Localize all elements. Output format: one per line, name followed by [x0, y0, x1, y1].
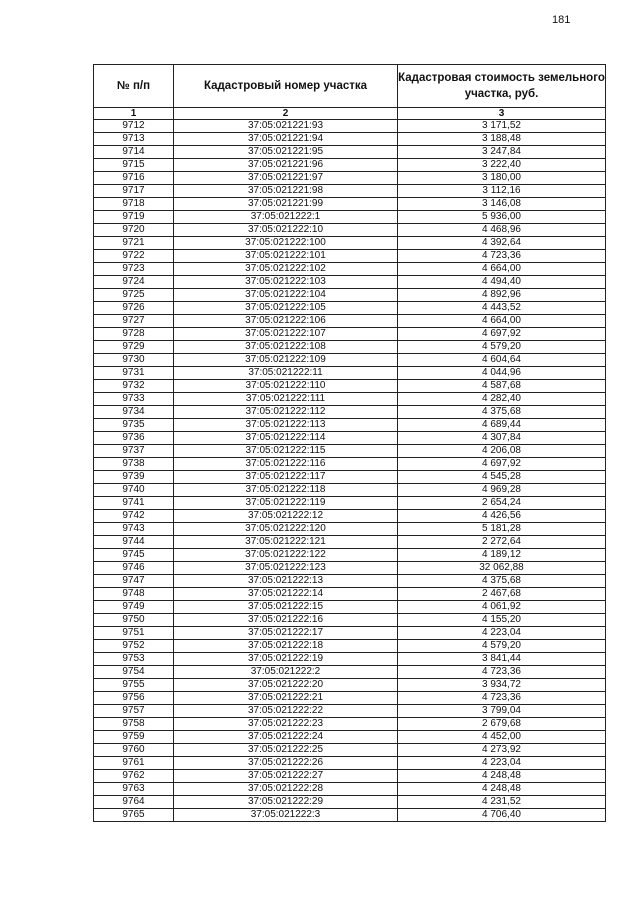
cadastral-number-cell: 37:05:021222:28 — [174, 783, 398, 796]
cadastral-value-cell: 3 171,52 — [398, 120, 606, 133]
table-row — [94, 484, 606, 497]
column-index-2: 2 — [174, 108, 398, 120]
cadastral-number-cell: 37:05:021222:15 — [174, 601, 398, 614]
cadastral-value-cell: 4 044,96 — [398, 367, 606, 380]
cadastral-number-cell: 37:05:021222:22 — [174, 705, 398, 718]
table-row — [94, 640, 606, 653]
cadastral-value-cell: 4 248,48 — [398, 783, 606, 796]
table-row — [94, 432, 606, 445]
table-row — [94, 380, 606, 393]
table-row — [94, 575, 606, 588]
cadastral-value-cell: 4 579,20 — [398, 640, 606, 653]
cadastral-value-cell: 4 061,92 — [398, 601, 606, 614]
cadastral-value-cell: 4 248,48 — [398, 770, 606, 783]
cadastral-value-cell: 4 969,28 — [398, 484, 606, 497]
cadastral-value-cell: 4 723,36 — [398, 692, 606, 705]
column-index-row — [94, 108, 606, 120]
table-row — [94, 549, 606, 562]
cadastral-value-cell: 4 706,40 — [398, 809, 606, 822]
cadastral-value-cell: 4 223,04 — [398, 757, 606, 770]
cadastral-value-cell: 4 189,12 — [398, 549, 606, 562]
cadastral-value-cell: 4 723,36 — [398, 666, 606, 679]
table-row — [94, 185, 606, 198]
cadastral-value-cell: 3 112,16 — [398, 185, 606, 198]
cadastral-value-cell: 4 273,92 — [398, 744, 606, 757]
header-cadastral-value: Кадастровая стоимость земельного участка, руб. — [398, 65, 606, 108]
table-row — [94, 289, 606, 302]
row-number-cell: 9723 — [94, 263, 174, 276]
cadastral-number-cell: 37:05:021221:99 — [174, 198, 398, 211]
cadastral-number-cell: 37:05:021222:118 — [174, 484, 398, 497]
row-number-cell: 9717 — [94, 185, 174, 198]
cadastral-number-cell: 37:05:021222:27 — [174, 770, 398, 783]
table-row — [94, 211, 606, 224]
row-number-cell: 9737 — [94, 445, 174, 458]
row-number-cell: 9715 — [94, 159, 174, 172]
cadastral-number-cell: 37:05:021222:109 — [174, 354, 398, 367]
table-row — [94, 406, 606, 419]
cadastral-value-cell: 4 231,52 — [398, 796, 606, 809]
cadastral-value-cell: 4 697,92 — [398, 458, 606, 471]
cadastral-number-cell: 37:05:021222:116 — [174, 458, 398, 471]
table-row — [94, 809, 606, 822]
table-row — [94, 471, 606, 484]
cadastral-value-cell: 4 697,92 — [398, 328, 606, 341]
cadastral-value-cell: 3 799,04 — [398, 705, 606, 718]
table-row — [94, 367, 606, 380]
row-number-cell: 9728 — [94, 328, 174, 341]
table-row — [94, 458, 606, 471]
row-number-cell: 9729 — [94, 341, 174, 354]
row-number-cell: 9764 — [94, 796, 174, 809]
table-row — [94, 263, 606, 276]
cadastral-value-cell: 3 841,44 — [398, 653, 606, 666]
cadastral-number-cell: 37:05:021221:97 — [174, 172, 398, 185]
cadastral-number-cell: 37:05:021221:96 — [174, 159, 398, 172]
table-row — [94, 354, 606, 367]
table-row — [94, 744, 606, 757]
cadastral-number-cell: 37:05:021222:1 — [174, 211, 398, 224]
row-number-cell: 9746 — [94, 562, 174, 575]
cadastral-value-cell: 3 188,48 — [398, 133, 606, 146]
cadastral-value-cell: 4 452,00 — [398, 731, 606, 744]
cadastral-number-cell: 37:05:021222:115 — [174, 445, 398, 458]
table-row — [94, 445, 606, 458]
table-row — [94, 601, 606, 614]
row-number-cell: 9750 — [94, 614, 174, 627]
row-number-cell: 9756 — [94, 692, 174, 705]
cadastral-number-cell: 37:05:021222:17 — [174, 627, 398, 640]
row-number-cell: 9719 — [94, 211, 174, 224]
row-number-cell: 9716 — [94, 172, 174, 185]
cadastral-number-cell: 37:05:021222:112 — [174, 406, 398, 419]
row-number-cell: 9713 — [94, 133, 174, 146]
table-header-row — [94, 65, 606, 108]
row-number-cell: 9724 — [94, 276, 174, 289]
cadastral-value-cell: 2 272,64 — [398, 536, 606, 549]
row-number-cell: 9740 — [94, 484, 174, 497]
cadastral-value-cell: 3 222,40 — [398, 159, 606, 172]
cadastral-number-cell: 37:05:021222:18 — [174, 640, 398, 653]
table-row — [94, 614, 606, 627]
cadastral-number-cell: 37:05:021222:105 — [174, 302, 398, 315]
row-number-cell: 9755 — [94, 679, 174, 692]
cadastral-value-cell: 4 664,00 — [398, 315, 606, 328]
cadastral-number-cell: 37:05:021222:110 — [174, 380, 398, 393]
cadastral-value-cell: 4 375,68 — [398, 406, 606, 419]
cadastral-number-cell: 37:05:021222:20 — [174, 679, 398, 692]
row-number-cell: 9726 — [94, 302, 174, 315]
header-cadastral-number: Кадастровый номер участка — [174, 65, 398, 108]
row-number-cell: 9760 — [94, 744, 174, 757]
cadastral-value-table — [93, 64, 606, 822]
cadastral-value-cell: 4 223,04 — [398, 627, 606, 640]
row-number-cell: 9749 — [94, 601, 174, 614]
row-number-cell: 9752 — [94, 640, 174, 653]
row-number-cell: 9727 — [94, 315, 174, 328]
cadastral-value-cell: 2 679,68 — [398, 718, 606, 731]
row-number-cell: 9743 — [94, 523, 174, 536]
cadastral-number-cell: 37:05:021222:21 — [174, 692, 398, 705]
table-row — [94, 250, 606, 263]
column-index-1: 1 — [94, 108, 174, 120]
row-number-cell: 9735 — [94, 419, 174, 432]
table-row — [94, 146, 606, 159]
row-number-cell: 9712 — [94, 120, 174, 133]
row-number-cell: 9759 — [94, 731, 174, 744]
table-row — [94, 653, 606, 666]
cadastral-number-cell: 37:05:021222:12 — [174, 510, 398, 523]
cadastral-value-cell: 4 282,40 — [398, 393, 606, 406]
cadastral-number-cell: 37:05:021222:106 — [174, 315, 398, 328]
table-row — [94, 172, 606, 185]
cadastral-number-cell: 37:05:021221:93 — [174, 120, 398, 133]
cadastral-value-cell: 2 654,24 — [398, 497, 606, 510]
table-row — [94, 237, 606, 250]
cadastral-value-cell: 4 392,64 — [398, 237, 606, 250]
cadastral-value-cell: 4 579,20 — [398, 341, 606, 354]
row-number-cell: 9730 — [94, 354, 174, 367]
row-number-cell: 9744 — [94, 536, 174, 549]
cadastral-number-cell: 37:05:021222:107 — [174, 328, 398, 341]
table-row — [94, 419, 606, 432]
table-row — [94, 679, 606, 692]
row-number-cell: 9745 — [94, 549, 174, 562]
cadastral-number-cell: 37:05:021222:14 — [174, 588, 398, 601]
cadastral-number-cell: 37:05:021221:94 — [174, 133, 398, 146]
cadastral-number-cell: 37:05:021222:108 — [174, 341, 398, 354]
table-row — [94, 276, 606, 289]
table-row — [94, 497, 606, 510]
cadastral-value-cell: 3 146,08 — [398, 198, 606, 211]
cadastral-value-cell: 4 426,56 — [398, 510, 606, 523]
table-row — [94, 302, 606, 315]
row-number-cell: 9765 — [94, 809, 174, 822]
table-row — [94, 328, 606, 341]
table-row — [94, 783, 606, 796]
cadastral-value-cell: 4 155,20 — [398, 614, 606, 627]
row-number-cell: 9762 — [94, 770, 174, 783]
cadastral-number-cell: 37:05:021222:10 — [174, 224, 398, 237]
cadastral-number-cell: 37:05:021222:23 — [174, 718, 398, 731]
header-row-number: № п/п — [94, 65, 174, 108]
table-row — [94, 757, 606, 770]
cadastral-number-cell: 37:05:021222:103 — [174, 276, 398, 289]
row-number-cell: 9731 — [94, 367, 174, 380]
table-row — [94, 510, 606, 523]
cadastral-number-cell: 37:05:021222:122 — [174, 549, 398, 562]
cadastral-value-cell: 4 307,84 — [398, 432, 606, 445]
row-number-cell: 9751 — [94, 627, 174, 640]
cadastral-value-cell: 4 664,00 — [398, 263, 606, 276]
row-number-cell: 9733 — [94, 393, 174, 406]
row-number-cell: 9753 — [94, 653, 174, 666]
row-number-cell: 9747 — [94, 575, 174, 588]
row-number-cell: 9720 — [94, 224, 174, 237]
cadastral-number-cell: 37:05:021222:3 — [174, 809, 398, 822]
cadastral-number-cell: 37:05:021222:25 — [174, 744, 398, 757]
cadastral-value-cell: 4 206,08 — [398, 445, 606, 458]
cadastral-value-cell: 4 587,68 — [398, 380, 606, 393]
row-number-cell: 9748 — [94, 588, 174, 601]
cadastral-value-cell: 5 181,28 — [398, 523, 606, 536]
cadastral-number-cell: 37:05:021222:119 — [174, 497, 398, 510]
column-index-3: 3 — [398, 108, 606, 120]
table-row — [94, 770, 606, 783]
table-row — [94, 692, 606, 705]
cadastral-number-cell: 37:05:021222:121 — [174, 536, 398, 549]
table-row — [94, 120, 606, 133]
row-number-cell: 9721 — [94, 237, 174, 250]
table-row — [94, 588, 606, 601]
cadastral-number-cell: 37:05:021222:120 — [174, 523, 398, 536]
cadastral-value-cell: 4 689,44 — [398, 419, 606, 432]
table-row — [94, 562, 606, 575]
table-row — [94, 315, 606, 328]
cadastral-value-cell: 3 934,72 — [398, 679, 606, 692]
cadastral-number-cell: 37:05:021222:100 — [174, 237, 398, 250]
row-number-cell: 9732 — [94, 380, 174, 393]
table-row — [94, 198, 606, 211]
cadastral-number-cell: 37:05:021222:16 — [174, 614, 398, 627]
cadastral-value-cell: 4 723,36 — [398, 250, 606, 263]
table-row — [94, 705, 606, 718]
cadastral-value-cell: 4 494,40 — [398, 276, 606, 289]
table-row — [94, 523, 606, 536]
table-row — [94, 159, 606, 172]
cadastral-value-cell: 4 375,68 — [398, 575, 606, 588]
table-row — [94, 666, 606, 679]
table-row — [94, 731, 606, 744]
cadastral-number-cell: 37:05:021222:24 — [174, 731, 398, 744]
cadastral-number-cell: 37:05:021222:111 — [174, 393, 398, 406]
cadastral-number-cell: 37:05:021222:102 — [174, 263, 398, 276]
cadastral-value-cell: 2 467,68 — [398, 588, 606, 601]
cadastral-value-cell: 4 892,96 — [398, 289, 606, 302]
row-number-cell: 9738 — [94, 458, 174, 471]
table-row — [94, 133, 606, 146]
cadastral-number-cell: 37:05:021222:11 — [174, 367, 398, 380]
row-number-cell: 9718 — [94, 198, 174, 211]
cadastral-value-cell: 4 604,64 — [398, 354, 606, 367]
cadastral-value-cell: 3 247,84 — [398, 146, 606, 159]
row-number-cell: 9741 — [94, 497, 174, 510]
cadastral-number-cell: 37:05:021222:19 — [174, 653, 398, 666]
row-number-cell: 9739 — [94, 471, 174, 484]
table-row — [94, 341, 606, 354]
cadastral-value-cell: 4 545,28 — [398, 471, 606, 484]
row-number-cell: 9758 — [94, 718, 174, 731]
cadastral-value-cell: 5 936,00 — [398, 211, 606, 224]
cadastral-value-cell: 4 443,52 — [398, 302, 606, 315]
table-row — [94, 224, 606, 237]
row-number-cell: 9714 — [94, 146, 174, 159]
cadastral-number-cell: 37:05:021221:98 — [174, 185, 398, 198]
table-body — [94, 120, 606, 822]
row-number-cell: 9725 — [94, 289, 174, 302]
cadastral-value-cell: 4 468,96 — [398, 224, 606, 237]
cadastral-number-cell: 37:05:021222:101 — [174, 250, 398, 263]
table-row — [94, 536, 606, 549]
table-row — [94, 393, 606, 406]
cadastral-number-cell: 37:05:021221:95 — [174, 146, 398, 159]
row-number-cell: 9734 — [94, 406, 174, 419]
row-number-cell: 9763 — [94, 783, 174, 796]
row-number-cell: 9754 — [94, 666, 174, 679]
cadastral-number-cell: 37:05:021222:123 — [174, 562, 398, 575]
row-number-cell: 9736 — [94, 432, 174, 445]
table-row — [94, 718, 606, 731]
cadastral-value-cell: 3 180,00 — [398, 172, 606, 185]
cadastral-number-cell: 37:05:021222:114 — [174, 432, 398, 445]
table-row — [94, 796, 606, 809]
row-number-cell: 9722 — [94, 250, 174, 263]
cadastral-number-cell: 37:05:021222:29 — [174, 796, 398, 809]
cadastral-number-cell: 37:05:021222:13 — [174, 575, 398, 588]
row-number-cell: 9761 — [94, 757, 174, 770]
cadastral-number-cell: 37:05:021222:104 — [174, 289, 398, 302]
cadastral-number-cell: 37:05:021222:113 — [174, 419, 398, 432]
cadastral-number-cell: 37:05:021222:26 — [174, 757, 398, 770]
row-number-cell: 9757 — [94, 705, 174, 718]
page-number: 181 — [552, 14, 571, 26]
table-row — [94, 627, 606, 640]
cadastral-value-cell: 32 062,88 — [398, 562, 606, 575]
cadastral-number-cell: 37:05:021222:117 — [174, 471, 398, 484]
row-number-cell: 9742 — [94, 510, 174, 523]
cadastral-number-cell: 37:05:021222:2 — [174, 666, 398, 679]
